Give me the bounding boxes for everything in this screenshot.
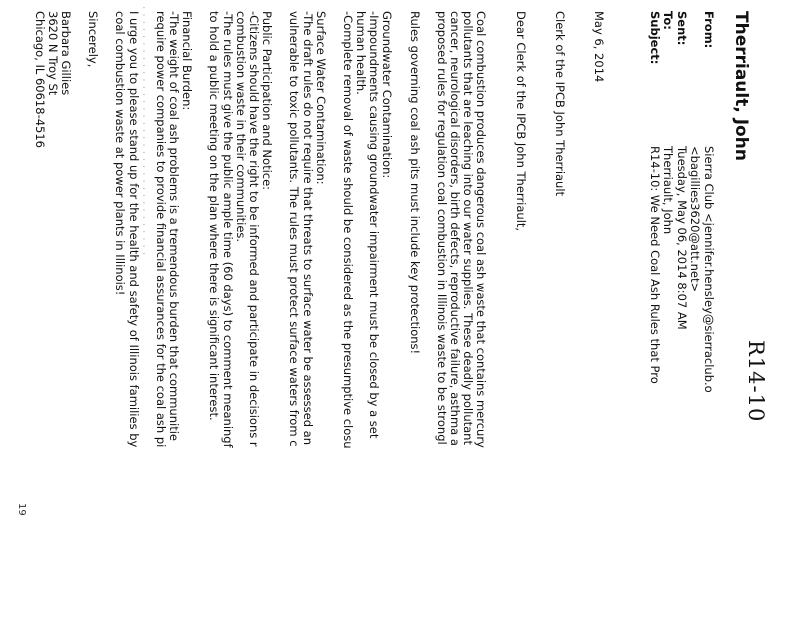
- paragraph-line: require power companies to provide financial assurances for the coal ash pi: [153, 11, 168, 448]
- header-value: R14-10: We Need Coal Ash Rules that Pro: [647, 146, 662, 384]
- sender-name: Therriault, John: [731, 11, 751, 161]
- paragraph-line: -Impoundments causing groundwater impairment must be closed by a set: [367, 11, 382, 439]
- letter-salutation: Dear Clerk of the IPCB John Therriault,: [513, 11, 528, 232]
- paragraph-line: Coal combustion produces dangerous coal ash waste that contains mercury: [474, 11, 489, 448]
- section-heading: Financial Burden:: [180, 11, 195, 111]
- paragraph-line: I urge you to please stand up for the health and safety of Illinois families by: [126, 11, 141, 448]
- signature-block: [33, 11, 73, 618]
- intro-paragraph: [435, 11, 488, 618]
- groundwater-section: [341, 11, 394, 618]
- section-heading: Surface Water Contamination:: [313, 11, 328, 185]
- letter-body: [33, 11, 605, 618]
- surface-water-section: [287, 11, 327, 618]
- signature-city: Chicago, IL 60618-4516: [32, 11, 47, 148]
- header-value: Therriault, John: [661, 146, 676, 235]
- scan-dot-artifact: · · · · · · · · · · · · · · · · · · · · · · · · · · · · · · · · · · ·: [140, 6, 147, 256]
- paragraph-line: to hold a public meeting on the plan where there is significant interest.: [207, 11, 222, 421]
- header-sent: [674, 11, 688, 618]
- letter-recipient: Clerk of the IPCB John Therriault: [552, 11, 567, 197]
- paragraph-line: vulnerable to toxic pollutants. The rules must protect surface waters from c: [287, 11, 302, 447]
- signature-street: 3620 N Troy St: [45, 11, 60, 96]
- financial-burden-section: [154, 11, 194, 618]
- public-participation-section: [207, 11, 273, 618]
- paragraph-line: proposed rules for regulation coal combustion in Illinois waste to be strongl: [434, 11, 449, 445]
- paragraph-line: pollutants that are leaching into our water supplies. These deadly pollutant: [461, 11, 476, 445]
- paragraph-line: coal combustion waste at power plants in Illinois!: [113, 11, 128, 296]
- paragraph-line: combustion waste in their communities.: [233, 11, 248, 243]
- header-to: [661, 11, 675, 618]
- letter-date: May 6, 2014: [592, 11, 606, 83]
- paragraph-line: human health.: [354, 11, 369, 95]
- header-value: Sierra Club <jennifer.hensley@sierraclub.o: [702, 146, 716, 393]
- signature-name: Barbara Gillies: [59, 11, 74, 96]
- protections-line: Rules governing coal ash pits must include key protections!: [407, 11, 422, 355]
- section-heading: Public Participation and Notice:: [260, 11, 275, 191]
- header-label: To:: [661, 11, 676, 30]
- header-from: [701, 11, 715, 618]
- page-number: 19: [16, 503, 27, 516]
- header-subject: [647, 11, 661, 618]
- letter-signoff: Sincerely,: [86, 11, 101, 68]
- header-label: Subject:: [647, 11, 662, 65]
- header-label: From:: [702, 11, 716, 49]
- header-label: [688, 11, 702, 146]
- header-from-address: [688, 11, 702, 618]
- paragraph-line: -The draft rules do not require that threats to surface water be assessed an: [300, 11, 315, 446]
- closing-paragraph: [113, 11, 139, 618]
- paragraph-line: cancer, neurological disorders, birth defects, reproductive failure, asthma a: [448, 11, 463, 446]
- paragraph-line: -Citizens should have the right to be informed and participate in decisions r: [247, 11, 261, 447]
- document-id: R14-10: [744, 340, 768, 423]
- email-header: [647, 11, 715, 618]
- header-value: <bagillies3620@att.net>: [688, 146, 703, 293]
- paragraph-line: -The weight of coal ash problems is a tremendous burden that communitie: [167, 11, 182, 441]
- header-label: Sent:: [674, 11, 689, 46]
- header-value: Tuesday, May 06, 2014 8:07 AM: [674, 146, 689, 330]
- paragraph-line: -The rules must give the public ample time (60 days) to comment meaningf: [220, 11, 235, 448]
- section-heading: Groundwater Contamination:: [380, 11, 395, 179]
- paragraph-line: -Complete removal of waste should be considered as the presumptive closu: [340, 11, 355, 449]
